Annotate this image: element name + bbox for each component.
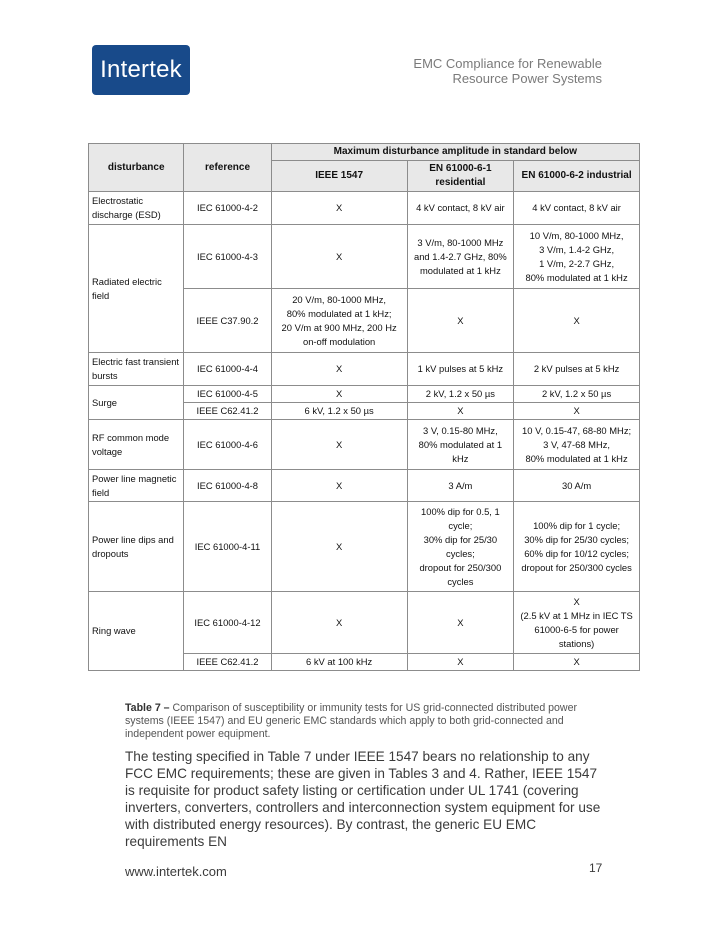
cell-reference: IEC 61000-4-6	[184, 420, 271, 470]
cell-disturbance: Power line magnetic field	[89, 470, 184, 502]
cell-line: 1 V/m, 2-2.7 GHz,	[539, 257, 615, 269]
cell-en2: 4 kV contact, 8 kV air	[514, 192, 640, 225]
table-header-row	[89, 144, 640, 161]
cell-reference: IEEE C62.41.2	[184, 654, 271, 671]
cell-reference: IEEE C37.90.2	[184, 289, 271, 353]
cell-en2: X	[514, 654, 640, 671]
cell-disturbance: RF common mode voltage	[89, 420, 184, 470]
header-disturbance: disturbance	[89, 144, 184, 192]
cell-ieee: X	[271, 225, 407, 289]
cell-disturbance: Surge	[89, 386, 184, 420]
document-title-line1: EMC Compliance for Renewable	[413, 56, 602, 71]
cell-line: 60% dip for 10/12 cycles;	[524, 547, 629, 559]
cell-ieee: X	[271, 386, 407, 403]
cell-en2	[514, 502, 640, 592]
cell-line: 80% modulated at 1 kHz	[525, 452, 628, 464]
cell-line: X	[573, 595, 580, 607]
header-en61000-6-1: EN 61000-6-1 residential	[407, 161, 514, 192]
caption-text: Comparison of susceptibility or immunity tests for US grid-connected distributed power systems (IEEE 1547) and EU generic EMC standards which apply to both grid-connected and independent power equipment.	[125, 702, 578, 740]
cell-ieee: X	[271, 353, 407, 386]
cell-reference: IEC 61000-4-4	[184, 353, 271, 386]
header-reference: reference	[184, 144, 271, 192]
header-ieee1547: IEEE 1547	[271, 161, 407, 192]
cell-en1: X	[407, 654, 514, 671]
cell-reference: IEC 61000-4-3	[184, 225, 271, 289]
cell-en2: 2 kV, 1.2 x 50 µs	[514, 386, 640, 403]
cell-en2: X	[514, 403, 640, 420]
table-row	[89, 192, 640, 225]
cell-en1: 4 kV contact, 8 kV air	[407, 192, 514, 225]
cell-disturbance: Ring wave	[89, 592, 184, 671]
cell-line: dropout for 250/300 cycles	[521, 561, 632, 573]
cell-line: 100% dip for 1 cycle;	[533, 519, 621, 531]
cell-en1: 1 kV pulses at 5 kHz	[407, 353, 514, 386]
cell-en1: X	[407, 592, 514, 654]
document-title	[413, 56, 602, 86]
cell-ieee	[271, 289, 407, 353]
cell-en2: 30 A/m	[514, 470, 640, 502]
cell-reference: IEC 61000-4-2	[184, 192, 271, 225]
cell-reference: IEC 61000-4-5	[184, 386, 271, 403]
cell-disturbance: Electrostatic discharge (ESD)	[89, 192, 184, 225]
cell-ieee: 6 kV, 1.2 x 50 µs	[271, 403, 407, 420]
cell-line: 20 V/m, 80-1000 MHz,	[292, 293, 387, 305]
intertek-logo	[92, 45, 190, 95]
cell-line: 30% dip for 25/30 cycles;	[524, 533, 629, 545]
cell-line: dropout for 250/300 cycles	[419, 561, 502, 587]
cell-en1: 3 A/m	[407, 470, 514, 502]
cell-disturbance: Power line dips and dropouts	[89, 502, 184, 592]
cell-line: 3 V, 47-68 MHz,	[543, 438, 611, 450]
cell-line: 80% modulated at 1 kHz	[525, 271, 628, 283]
footer-url: www.intertek.com	[125, 864, 227, 879]
cell-en2	[514, 225, 640, 289]
table-row	[89, 353, 640, 386]
header-en61000-6-2: EN 61000-6-2 industrial	[514, 161, 640, 192]
cell-en2	[514, 420, 640, 470]
cell-reference: IEEE C62.41.2	[184, 403, 271, 420]
table-row	[89, 386, 640, 403]
cell-line: 10 V, 0.15-47, 68-80 MHz;	[522, 424, 632, 436]
table-row	[89, 225, 640, 289]
cell-line: 80% modulated at 1 kHz	[418, 438, 503, 464]
cell-en1	[407, 420, 514, 470]
table-row	[89, 470, 640, 502]
cell-ieee: 6 kV at 100 kHz	[271, 654, 407, 671]
cell-en2	[514, 592, 640, 654]
document-title-line2: Resource Power Systems	[452, 71, 602, 86]
cell-reference: IEC 61000-4-11	[184, 502, 271, 592]
cell-ieee: X	[271, 192, 407, 225]
cell-ieee: X	[271, 470, 407, 502]
cell-line: (2.5 kV at 1 MHz in IEC TS 61000-6-5 for power stations)	[520, 609, 633, 649]
caption-label: Table 7 –	[125, 702, 170, 714]
table-caption	[125, 702, 605, 741]
table-row	[89, 420, 640, 470]
cell-line: 10 V/m, 80-1000 MHz,	[529, 229, 624, 241]
cell-ieee: X	[271, 502, 407, 592]
cell-reference: IEC 61000-4-12	[184, 592, 271, 654]
cell-en1	[407, 502, 514, 592]
cell-reference: IEC 61000-4-8	[184, 470, 271, 502]
cell-en2: X	[514, 289, 640, 353]
page-number: 17	[589, 861, 603, 875]
cell-line: 20 V/m at 900 MHz, 200 Hz on-off modulation	[281, 321, 397, 347]
cell-line: 3 V/m, 1.4-2 GHz,	[539, 243, 615, 255]
table-row	[89, 592, 640, 654]
header-max-amplitude: Maximum disturbance amplitude in standard below	[271, 144, 639, 161]
table-row	[89, 502, 640, 592]
cell-disturbance: Electric fast transient bursts	[89, 353, 184, 386]
cell-en2: 2 kV pulses at 5 kHz	[514, 353, 640, 386]
cell-en1: 3 V/m, 80-1000 MHz and 1.4-2.7 GHz, 80% modulated at 1 kHz	[407, 225, 514, 289]
cell-ieee: X	[271, 592, 407, 654]
cell-line: 30% dip for 25/30 cycles;	[423, 533, 498, 559]
cell-line: 100% dip for 0.5, 1 cycle;	[421, 505, 500, 531]
cell-line: 3 V, 0.15-80 MHz,	[423, 424, 498, 436]
cell-ieee: X	[271, 420, 407, 470]
cell-en1: 2 kV, 1.2 x 50 µs	[407, 386, 514, 403]
logo-text: Intertek	[100, 56, 182, 83]
cell-en1: X	[407, 289, 514, 353]
body-paragraph: The testing specified in Table 7 under IEEE 1547 bears no relationship to any FCC EMC requirements; these are given in Tables 3 and 4. Rather, IEEE 1547 is requisite for product safety listing or certification under UL 1741 (covering inverters, converters, controllers and interconnection system equipment for use with distributed energy resources). By contrast, the generic EU EMC requirements EN	[125, 749, 601, 849]
cell-disturbance: Radiated electric field	[89, 225, 184, 353]
emc-immunity-table	[88, 143, 640, 671]
cell-en1: X	[407, 403, 514, 420]
cell-line: 80% modulated at 1 kHz;	[286, 307, 392, 319]
